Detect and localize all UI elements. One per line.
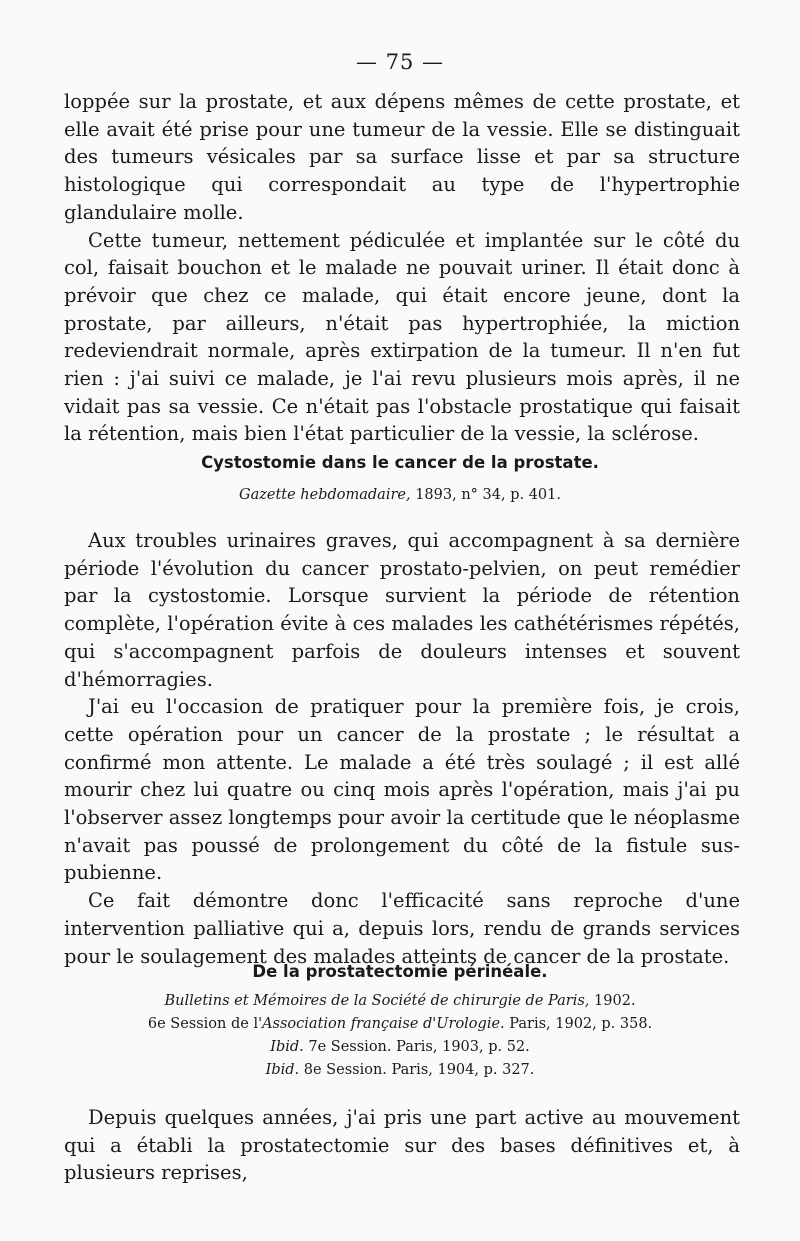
paragraph: Aux troubles urinaires graves, qui accompagnent à sa dernière période l'évolution du cancer prostato-pelvien, on peut remédier par la cystostomie. Lorsque survient la période de rétention complète, l'opération évite à ces malades les cathétérismes répétés, qui s'accompagnent parfois de douleurs intenses et souvent d'hémorragies. [64, 529, 740, 691]
paragraph: loppée sur la prostate, et aux dépens mêmes de cette prostate, et elle avait été prise pour une tumeur de la vessie. Elle se distinguait des tumeurs vésicales par sa surface lisse et par sa structure histologique qui correspondait au type de l'hypertrophie glandulaire molle. [64, 90, 740, 224]
section-heading: De la prostatectomie périnéale. [252, 962, 548, 981]
page-number: — 75 — [355, 50, 445, 74]
paragraph: Cette tumeur, nettement pédiculée et implantée sur le côté du col, faisait bouchon et le malade ne pouvait uriner. Il était donc à prévoir que chez ce malade, qui était encore jeune, dont la prostate, par ailleurs, n'était pas hypertrophiée, la miction redeviendrait normale, après extirpation de la tumeur. Il n'en fut rien : j'ai suivi ce malade, je l'ai revu plusieurs mois après, il ne vidait pas sa vessie. Ce n'était pas l'obstacle prostatique qui faisait la rétention, mais bien l'état particulier de la vessie, la sclérose. [64, 228, 740, 446]
text-block-continued [64, 88, 740, 448]
reference-line: Ibid. 7e Session. Paris, 1903, p. 52. [270, 1039, 530, 1055]
text-block-prostatectomie [64, 1104, 740, 1187]
reference-line: Bulletins et Mémoires de la Société de chirurgie de Paris, 1902. [164, 993, 636, 1009]
paragraph: Depuis quelques années, j'ai pris une part active au mouvement qui a établi la prostatectomie sur des bases définitives et, à plusieurs reprises, [64, 1106, 740, 1185]
reference-line [0, 484, 800, 507]
reference-line: Ibid. 8e Session. Paris, 1904, p. 327. [265, 1062, 535, 1078]
paragraph: J'ai eu l'occasion de pratiquer pour la première fois, je crois, cette opération pour un cancer de la prostate ; le résultat a confirmé mon attente. Le malade a été très soulagé ; il est allé mourir chez lui quatre ou cinq mois après l'opération, mais j'ai pu l'observer assez longtemps pour avoir la certitude que le néoplasme n'avait pas poussé de prolongement du côté de la fistule sus-pubienne. [64, 695, 740, 885]
reference-line: 6e Session de l'Association française d'Urologie. Paris, 1902, p. 358. [147, 1016, 653, 1032]
reference-details: 1893, n° 34, p. 401. [415, 487, 561, 503]
section-heading: Cystostomie dans le cancer de la prostate. [201, 453, 599, 472]
paragraph: Ce fait démontre donc l'efficacité sans reproche d'une intervention palliative qui a, depuis lors, rendu de grands services pour le soulagement des malades atteints de cancer de la prostate. [64, 889, 740, 968]
text-block-cystostomie [64, 527, 740, 970]
reference-list [0, 990, 800, 1082]
reference-journal: Gazette hebdomadaire, [239, 487, 411, 503]
